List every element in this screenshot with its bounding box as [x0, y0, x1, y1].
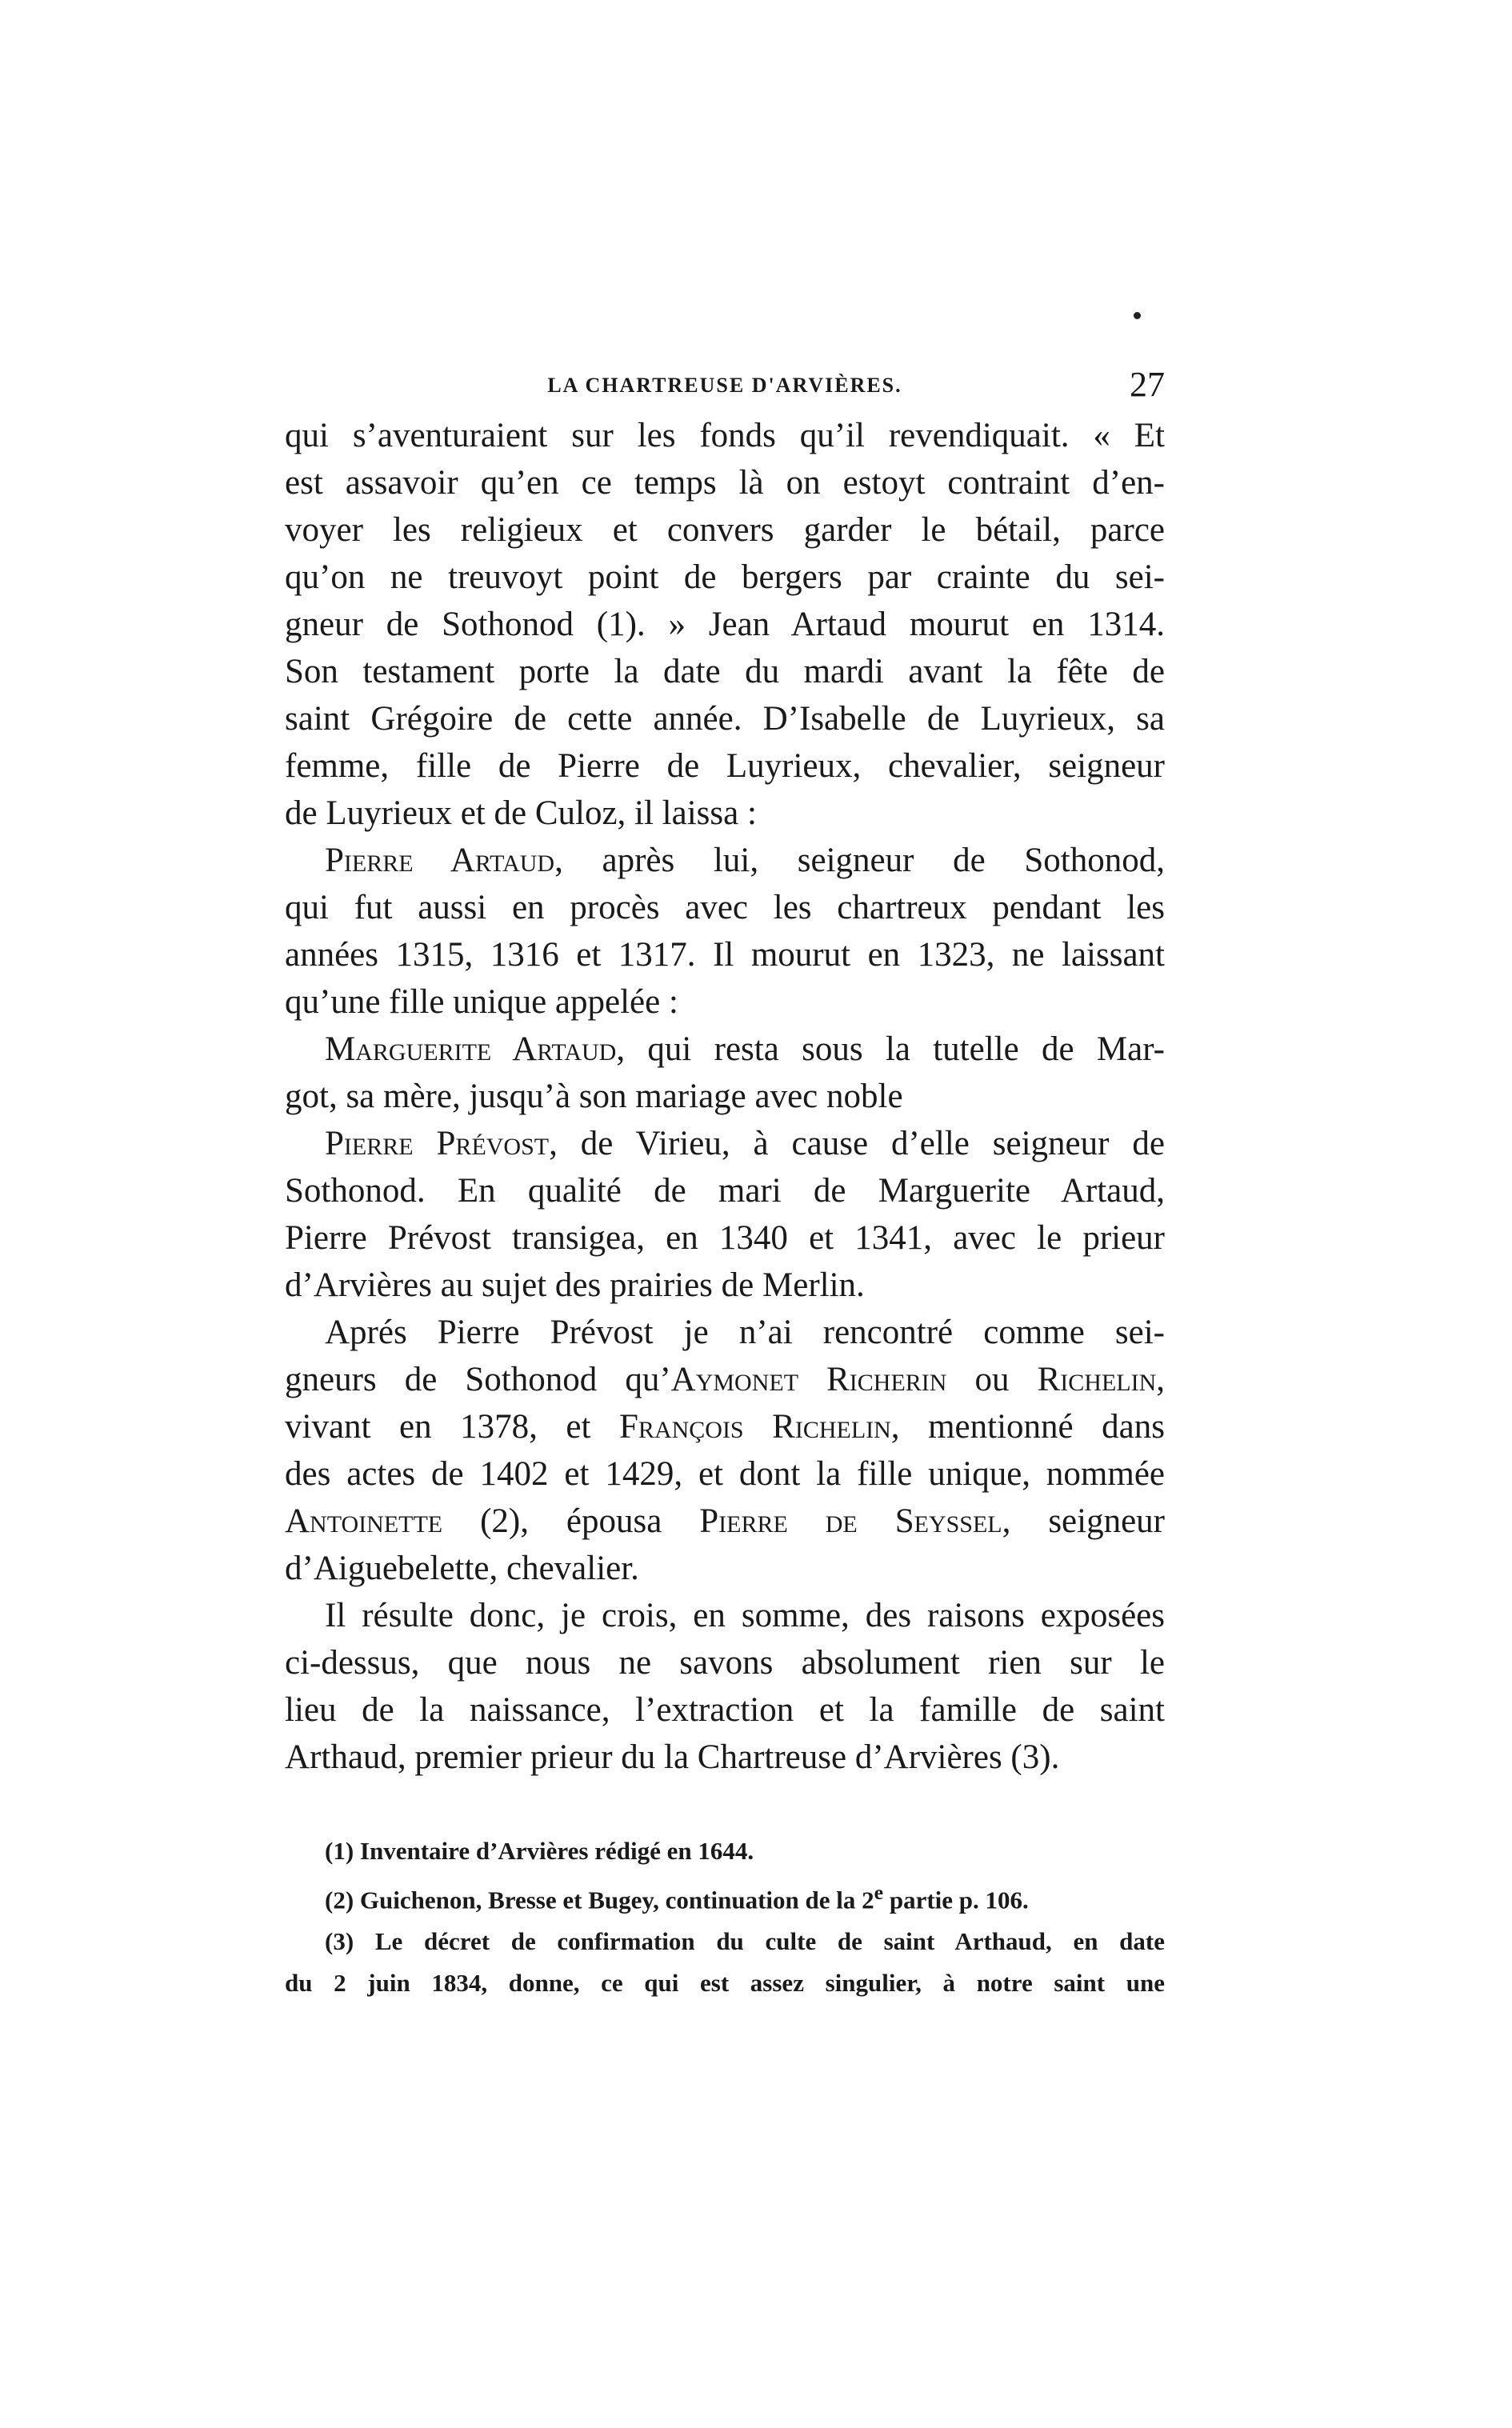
text-line: Sothonod. En qualité de mari de Marguerite Artaud, — [285, 1172, 1165, 1210]
page-number: 27 — [1130, 365, 1165, 404]
text-fragment: (2) Guichenon, Bresse et Bugey, continuation de la 2 — [325, 1886, 874, 1914]
footnote-3 — [285, 1921, 1165, 2004]
text-line: d’Aiguebelette, chevalier. — [285, 1550, 639, 1587]
body-text — [285, 412, 1165, 1781]
text-line: des actes de 1402 et 1429, et dont la fille unique, nommée — [285, 1455, 1165, 1493]
text-line: gneur de Sothonod (1). » Jean Artaud mourut en 1314. — [285, 606, 1165, 643]
text-fragment: vivant en 1378, et — [285, 1408, 620, 1446]
text-fragment: après lui, seigneur de Sothonod, — [562, 842, 1165, 879]
person-name: François Richelin, — [619, 1408, 900, 1446]
text-fragment: mentionné dans — [899, 1408, 1165, 1446]
person-name: Richelin, — [1037, 1361, 1165, 1398]
paragraph-3 — [285, 1026, 1165, 1120]
text-fragment: partie p. 106. — [883, 1886, 1029, 1914]
text-line: est assavoir qu’en ce temps là on estoyt contraint d’en- — [285, 464, 1165, 502]
text-line — [285, 1498, 1165, 1545]
text-fragment: (2), épousa — [442, 1502, 700, 1540]
text-line: femme, fille de Pierre de Luyrieux, chevalier, seigneur — [285, 747, 1165, 785]
person-name: Antoinette — [285, 1502, 443, 1540]
text-line: d’Arvières au sujet des prairies de Merlin. — [285, 1266, 865, 1304]
text-line: qu’une fille unique appelée : — [285, 983, 678, 1021]
footnotes — [285, 1830, 1165, 2004]
text-line: qui s’aventuraient sur les fonds qu’il revendiquait. « Et — [285, 417, 1165, 454]
text-fragment: seigneur — [1010, 1502, 1165, 1540]
superscript: e — [874, 1881, 884, 1904]
text-line — [285, 1356, 1165, 1403]
text-fragment: gneurs de Sothonod qu’ — [285, 1361, 671, 1398]
text-line: Pierre Prévost transigea, en 1340 et 1341, avec le prieur — [285, 1219, 1165, 1257]
text-line — [285, 1403, 1165, 1450]
paragraph-5 — [285, 1309, 1165, 1592]
text-line: Aprés Pierre Prévost je n’ai rencontré comme sei- — [325, 1314, 1165, 1351]
text-line: saint Grégoire de cette année. D’Isabelle de Luyrieux, sa — [285, 700, 1165, 738]
text-line — [285, 1120, 1165, 1167]
ink-speck — [1134, 312, 1141, 319]
paragraph-6 — [285, 1592, 1165, 1781]
paragraph-1 — [285, 412, 1165, 837]
text-line: qu’on ne treuvoyt point de bergers par crainte du sei- — [285, 558, 1165, 596]
text-line: ci-dessus, que nous ne savons absolument rien sur le — [285, 1644, 1165, 1682]
text-line: (3) Le décret de confirmation du culte de saint Arthaud, en date — [325, 1927, 1165, 1956]
footnote-1: (1) Inventaire d’Arvières rédigé en 1644. — [325, 1837, 754, 1865]
text-line: du 2 juin 1834, donne, ce qui est assez singulier, à notre saint une — [285, 1969, 1165, 1998]
person-name: Pierre Prévost, — [325, 1125, 558, 1162]
text-line: Son testament porte la date du mardi avant la fête de — [285, 653, 1165, 690]
footnote-2 — [285, 1872, 1165, 1921]
text-line: got, sa mère, jusqu’à son mariage avec noble — [285, 1078, 903, 1115]
running-title: LA CHARTREUSE D'ARVIÈRES. — [547, 374, 902, 397]
paragraph-4 — [285, 1120, 1165, 1309]
text-line — [285, 837, 1165, 884]
person-name: Aymonet Richerin — [670, 1361, 947, 1398]
person-name: Pierre de Seyssel, — [699, 1502, 1011, 1540]
text-fragment: ou — [946, 1361, 1038, 1398]
text-fragment: qui resta sous la tutelle de Mar- — [625, 1030, 1165, 1068]
page-header — [285, 364, 1165, 412]
text-line: Arthaud, premier prieur du la Chartreuse d’Arvières (3). — [285, 1738, 1060, 1776]
text-line: lieu de la naissance, l’extraction et la famille de saint — [285, 1691, 1165, 1729]
person-name: Marguerite Artaud, — [325, 1030, 626, 1068]
text-line: voyer les religieux et convers garder le bétail, parce — [285, 511, 1165, 549]
text-line — [285, 1026, 1165, 1073]
text-line: de Luyrieux et de Culoz, il laissa : — [285, 794, 757, 832]
text-line: qui fut aussi en procès avec les chartreux pendant les — [285, 889, 1165, 926]
text-line: années 1315, 1316 et 1317. Il mourut en 1323, ne laissant — [285, 936, 1165, 974]
text-line: Il résulte donc, je crois, en somme, des raisons exposées — [325, 1597, 1165, 1634]
text-fragment: de Virieu, à cause d’elle seigneur de — [557, 1125, 1165, 1162]
paragraph-2 — [285, 837, 1165, 1026]
person-name: Pierre Artaud, — [325, 842, 563, 879]
